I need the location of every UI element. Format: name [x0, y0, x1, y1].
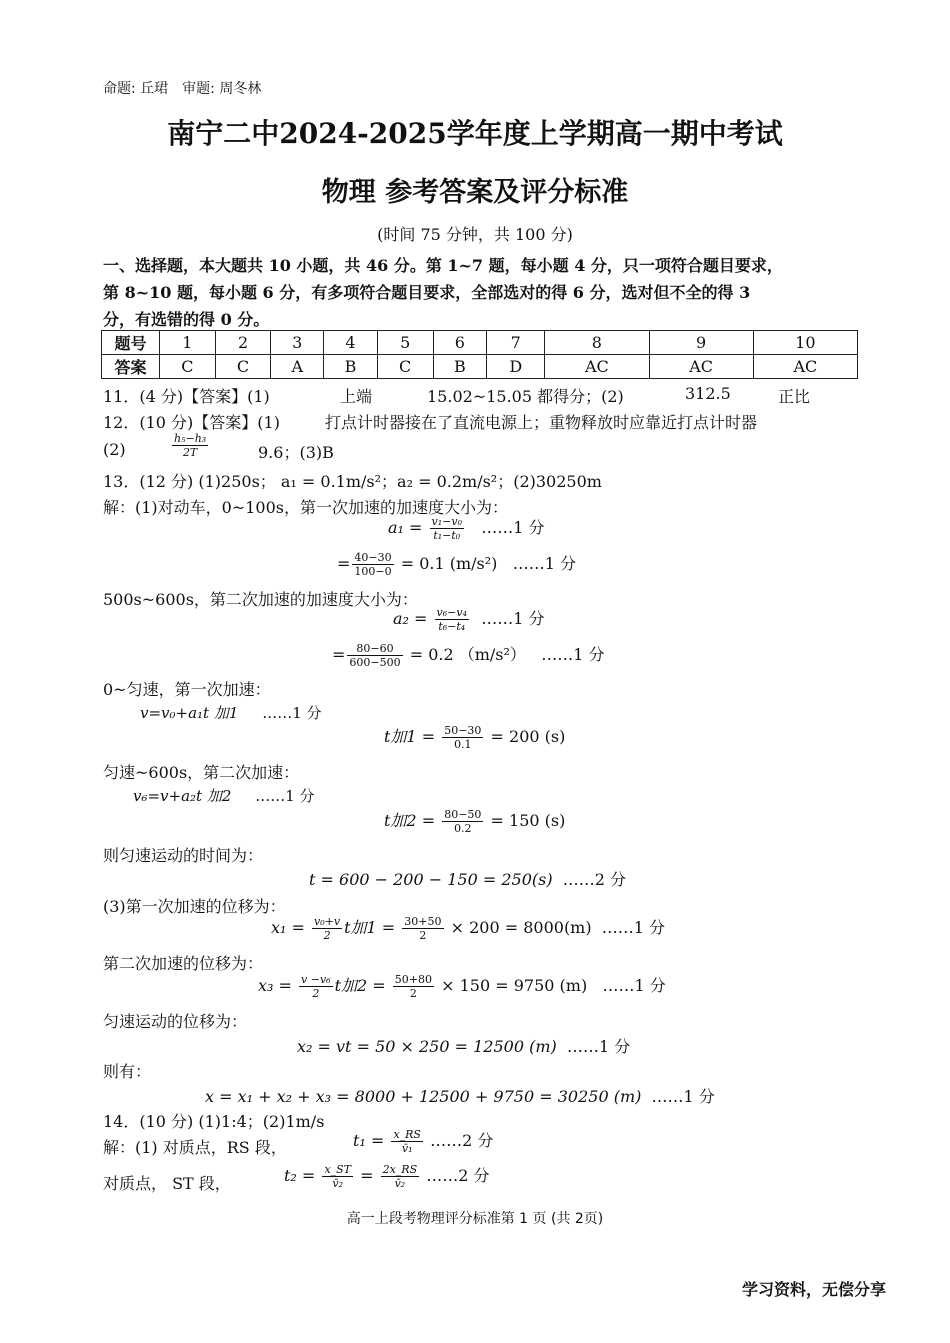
section1-line1: 一、选择题，本大题共 10 小题，共 46 分。第 1~7 题，每小题 4 分，只一项符合题目要求， [103, 256, 783, 275]
document-subtitle: 物理 参考答案及评分标准 [321, 177, 629, 208]
table-cell: 1 [160, 331, 216, 355]
score: ……1 分 [541, 645, 605, 664]
q14-eq1 [353, 1128, 493, 1155]
answer-table-number-row [102, 331, 858, 355]
frac-num: v₁−v₀ [431, 515, 463, 528]
eq-mid: t加2 = [334, 976, 386, 995]
eq-mid: = [360, 1166, 374, 1185]
q13-eq9 [309, 867, 626, 890]
q11-answer-3: 312.5 [685, 384, 731, 403]
frac-den: 2 [419, 929, 427, 942]
eq-rhs: = 0.1 (m/s²) [400, 554, 498, 573]
frac-num: x_ST [324, 1163, 352, 1176]
row-label-number: 题号 [102, 331, 160, 355]
q13-eq3 [393, 606, 544, 633]
table-cell: 7 [487, 331, 545, 355]
q13-eq10 [271, 915, 665, 942]
share-note: 学习资料，无偿分享 [741, 1280, 886, 1299]
table-cell: D [487, 355, 545, 379]
table-cell: AC [545, 355, 649, 379]
q13-seg8-intro: 匀速运动的位移为： [103, 1012, 248, 1031]
frac-den: v̄₁ [401, 1142, 413, 1155]
q12-fraction [170, 432, 210, 459]
score: ……1 分 [651, 1087, 715, 1106]
table-cell: A [271, 355, 324, 379]
q12-frac-den: 2T [182, 446, 198, 459]
q12-label: 12．(10 分)【答案】(1) [103, 413, 280, 432]
q12-frac-num: h₅−h₃ [174, 432, 207, 445]
eq-rhs: × 200 = 8000(m) [450, 918, 592, 937]
q13-seg2-intro: 500s~600s，第二次加速的加速度大小为： [103, 590, 418, 609]
q11-answer-2: 15.02~15.05 都得分；(2) [427, 387, 624, 406]
table-cell: C [215, 355, 271, 379]
q13-seg4-intro: 匀速~600s，第二次加速： [103, 763, 300, 782]
frac-num: 40−30 [354, 551, 392, 564]
eq-lhs: t₂ = [284, 1166, 316, 1185]
q12-part2: (2) [103, 440, 126, 459]
frac-den: t₁−t₀ [433, 529, 461, 542]
frac-num: 80−50 [444, 808, 482, 821]
q13-eq11 [258, 973, 666, 1000]
frac-den: t₆−t₄ [438, 620, 466, 633]
score: ……2 分 [562, 870, 627, 889]
eq-text: x₂ = vt = 50 × 250 = 12500 (m) [297, 1037, 557, 1056]
eq-lhs: t加1 = [384, 727, 436, 746]
q13-eq7 [133, 785, 315, 806]
q13-seg5-intro: 则匀速运动的时间为： [103, 846, 264, 865]
q14-line: 14．(10 分) (1)1:4；(2)1m/s [103, 1112, 325, 1131]
frac-num: 30+50 [404, 915, 442, 928]
eq-lhs: x₃ = [258, 976, 292, 995]
frac-den: 2 [312, 987, 320, 1000]
q13-eq5 [140, 702, 322, 723]
score: ……2 分 [430, 1131, 494, 1150]
table-cell: 4 [324, 331, 378, 355]
eq-lhs: a₁ = [388, 518, 423, 537]
answer-table-answer-row [102, 355, 858, 379]
score: ……1 分 [255, 787, 315, 805]
eq-text: v=v₀+a₁t 加1 [140, 704, 239, 722]
q13-line: 13．(12 分) (1)250s； a₁ = 0.1m/s²；a₂ = 0.2m/s²；(2)30250m [103, 472, 602, 491]
time-note: (时间 75 分钟，共 100 分) [377, 225, 573, 244]
q12-answer-1: 打点计时器接在了直流电源上；重物释放时应靠近打点计时器 [325, 413, 758, 432]
table-cell: 3 [271, 331, 324, 355]
frac-num: 2x_RS [382, 1163, 418, 1176]
q13-eq6 [384, 724, 565, 751]
section1-line3: 分，有选错的得 0 分。 [103, 310, 270, 329]
q13-eq2: = $\frac{40-30}{100-0}$ = 0.1 (m/s²) ……1 分 [337, 551, 576, 578]
score: ……1 分 [601, 918, 666, 937]
header-authors: 命题: 丘珺 审题: 周冬林 [103, 81, 262, 97]
table-cell: 8 [545, 331, 649, 355]
q14-solution-1: 解：(1) 对质点，RS 段， [103, 1138, 287, 1157]
frac-den: v̄₂ [332, 1177, 344, 1190]
eq-text: t = 600 − 200 − 150 = 250(s) [309, 870, 553, 889]
eq-mid: t加1 = [344, 918, 396, 937]
q11-answer-1: 上端 [340, 387, 373, 406]
section1-line2: 第 8~10 题，每小题 6 分，有多项符合题目要求，全部选对的得 6 分，选对但不全的得 3 [103, 283, 751, 302]
frac-num: v −v₆ [301, 973, 331, 986]
q11-answer-4: 正比 [778, 387, 811, 406]
table-cell: B [324, 355, 378, 379]
table-cell: C [160, 355, 216, 379]
table-cell: B [433, 355, 487, 379]
table-cell: 6 [433, 331, 487, 355]
table-cell: 9 [649, 331, 753, 355]
frac-den: v̄₂ [394, 1177, 406, 1190]
table-cell: 5 [377, 331, 433, 355]
q13-eq12 [297, 1034, 630, 1057]
q14-eq2 [284, 1163, 490, 1190]
score: ……1 分 [566, 1037, 631, 1056]
eq-rhs: = 0.2 （m/s²） [409, 645, 526, 664]
table-cell: C [377, 355, 433, 379]
row-label-answer: 答案 [102, 355, 160, 379]
frac-num: 50+80 [394, 973, 433, 986]
q11-label: 11．(4 分)【答案】(1) [103, 387, 270, 406]
q13-eq13 [205, 1084, 715, 1107]
frac-num: 80−60 [347, 642, 402, 656]
q13-seg9-intro: 则有： [103, 1062, 152, 1081]
q13-eq1 [388, 515, 545, 542]
frac-num: v₀+v [314, 915, 341, 928]
table-cell: AC [753, 355, 857, 379]
score: ……1 分 [262, 704, 322, 722]
frac-num: x_RS [393, 1128, 421, 1141]
score: ……2 分 [426, 1166, 490, 1185]
frac-den: 0.1 [454, 738, 472, 751]
q13-seg3-intro: 0~匀速，第一次加速： [103, 680, 271, 699]
table-cell: 2 [215, 331, 271, 355]
q13-eq4: = $\frac{80-60}{600-500}$ = 0.2 （m/s²） ……1 分 [332, 642, 605, 669]
eq-lhs: x₁ = [271, 918, 305, 937]
answer-table [101, 330, 858, 379]
score: ……1 分 [481, 518, 545, 537]
eq-lhs: t₁ = [353, 1131, 385, 1150]
table-cell: 10 [753, 331, 857, 355]
frac-num: v₆−v₄ [436, 606, 468, 619]
q12-answer-2: 9.6；(3)B [258, 443, 334, 462]
frac-num: 50−30 [444, 724, 482, 737]
q13-eq8 [384, 808, 565, 835]
eq-rhs: = 200 (s) [490, 727, 566, 746]
q13-seg7-intro: 第二次加速的位移为： [103, 954, 264, 973]
document-title: 南宁二中2024-2025学年度上学期高一期中考试 [167, 117, 783, 150]
q13-seg6-intro: (3)第一次加速的位移为： [103, 897, 286, 916]
frac-den: 2 [323, 929, 331, 942]
score: ……1 分 [481, 609, 545, 628]
page-footer: 高一上段考物理评分标准第 1 页 (共 2页) [346, 1211, 604, 1227]
q14-solution-2: 对质点， ST 段， [103, 1174, 231, 1193]
eq-rhs: = 150 (s) [490, 811, 566, 830]
eq-lhs: a₂ = [393, 609, 428, 628]
eq-rhs: × 150 = 9750 (m) [441, 976, 588, 995]
frac-den: 600−500 [349, 656, 401, 669]
eq-lhs: t加2 = [384, 811, 436, 830]
q13-solution-intro: 解：(1)对动车，0~100s，第一次加速的加速度大小为： [103, 498, 509, 517]
table-cell: AC [649, 355, 753, 379]
score: ……1 分 [512, 554, 576, 573]
frac-den: 2 [409, 987, 417, 1000]
eq-text: v₆=v+a₂t 加2 [133, 787, 232, 805]
frac-den: 100−0 [354, 565, 392, 578]
score: ……1 分 [602, 976, 666, 995]
frac-den: 0.2 [454, 822, 472, 835]
eq-text: x = x₁ + x₂ + x₃ = 8000 + 12500 + 9750 = 30250 (m) [205, 1087, 642, 1106]
